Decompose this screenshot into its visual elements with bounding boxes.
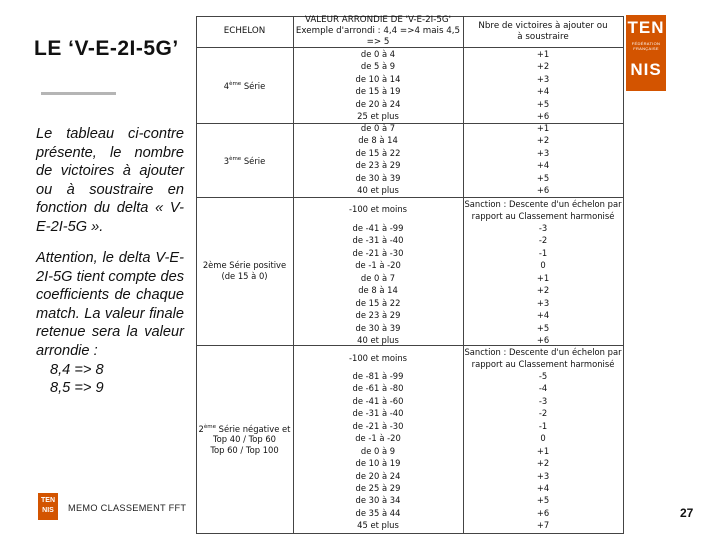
range-cell: de -1 à -20 [355,260,401,271]
value-cell: +4 [536,482,550,493]
header-valeur-line2: Exemple d'arrondi : 4,4 =>4 mais 4,5 => 5 [295,26,461,47]
value-cell: +1 [536,123,550,133]
header-echelon: ECHELON [223,26,266,36]
range-cell: de 10 à 14 [355,73,401,84]
footer-text: MEMO CLASSEMENT FFT [68,503,187,513]
value-cell: 0 [540,260,546,271]
value-cell: +7 [536,520,550,531]
echelon-2pos-line1: 2ème Série positive [202,260,287,270]
value-cell: +6 [536,334,550,345]
value-cell: +5 [536,172,550,183]
range-cell: de 0 à 4 [360,49,396,59]
value-cell: +3 [536,470,550,481]
range-cell: de 25 à 29 [355,482,401,493]
echelon-3eme [196,123,293,197]
value-cell: -3 [538,223,548,233]
value-cell: +4 [536,160,550,171]
echelon-4-rest: Série [241,80,266,91]
intro-paragraph: Le tableau ci-contre présente, le nombre de victoires à ajouter ou à soustraire en fonction du delta « V-E-2I-5G ». [36,126,184,235]
sanction-line2: rapport au Classement harmonisé [471,211,615,222]
range-cell: de 15 à 22 [355,147,401,158]
range-cell: de 8 à 14 [358,285,398,296]
value-cell: +6 [536,185,550,196]
range-cell: de -1 à -20 [355,433,401,444]
range-cell: de -81 à -99 [352,371,404,381]
range-cell: 40 et plus [357,185,399,196]
value-cell: -1 [538,420,548,431]
example-2: 8,5 => 9 [50,380,104,397]
value-cell: +1 [536,49,550,59]
value-cell: +6 [536,111,550,122]
echelon-2neg-num: 2 [198,423,204,434]
echelon-2neg-rest: Série négative et [216,423,291,434]
value-cell: +1 [536,445,550,456]
echelon-3-sup: ème [229,155,242,162]
echelon-4eme [196,47,293,123]
range-cell: de -61 à -80 [352,383,404,394]
echelon-2neg-line3: Top 60 / Top 100 [210,445,279,456]
page-number: 27 [680,506,694,520]
section-2pos-ranges [293,222,463,346]
section-2neg-values [463,370,623,532]
echelon-4-sup: ème [229,80,242,87]
value-cell: +3 [536,297,550,308]
echelon-2neg-line2: Top 40 / Top 60 [212,434,277,445]
echelon-2pos-line2: (de 15 à 0) [221,271,268,281]
range-cell: de 30 à 34 [355,495,401,506]
moins-cell: -100 et moins [348,353,408,363]
section-3-ranges [293,122,463,197]
note-paragraph [36,249,184,398]
value-cell: +4 [536,310,550,321]
range-cell: 45 et plus [357,520,399,531]
echelon-2neg-sup: ème [203,423,217,430]
logo-small-ten: TEN [41,497,55,504]
range-cell: 40 et plus [357,334,399,345]
range-cell: de 0 à 7 [360,272,396,283]
fft-logo [626,15,666,91]
value-cell: +2 [536,285,550,296]
value-cell: -2 [538,235,548,246]
range-cell: de 15 à 22 [355,297,401,308]
fft-logo-small [38,493,58,520]
sanction-line1: Sanction : Descente d'un échelon par [464,347,622,357]
value-cell: +6 [536,507,550,518]
sanction-cell [463,198,623,222]
logo-subtitle: FÉDÉRATION FRANÇAISE [631,41,661,51]
echelon-3-num: 3 [223,155,230,166]
range-cell: de -31 à -40 [352,408,404,419]
value-cell: -4 [538,383,548,394]
value-cell: +2 [536,61,550,72]
range-cell: de 23 à 29 [355,160,401,171]
echelon-4-num: 4 [223,80,230,91]
logo-ten: TEN [627,18,665,37]
section-4-values [463,48,623,123]
value-cell: +4 [536,86,550,97]
value-cell: 0 [540,433,546,444]
victory-table [196,16,624,534]
section-3-values [463,122,623,197]
range-cell: de -41 à -99 [352,223,404,233]
range-cell: de 35 à 44 [355,507,401,518]
value-cell: -2 [538,408,548,419]
value-cell: +1 [536,272,550,283]
value-cell: +3 [536,147,550,158]
table-border-right [623,16,624,534]
range-cell: de 20 à 24 [355,470,401,481]
value-cell: +5 [536,495,550,506]
value-cell: +5 [536,98,550,109]
range-cell: de -41 à -60 [352,395,404,406]
echelon-3-rest: Série [241,155,266,166]
value-cell: +2 [536,135,550,146]
range-cell: de -21 à -30 [352,420,404,431]
table-border-bottom [196,533,624,534]
range-cell: 25 et plus [357,111,399,122]
section-2pos-values [463,222,623,346]
range-cell: de 0 à 7 [360,123,396,133]
sanction-line2: rapport au Classement harmonisé [471,359,615,370]
note-text: Attention, le delta V-E-2I-5G tient compte des coefficients de chaque match. La valeur finale retenue sera la valeur arrondie : [36,250,184,359]
title-underline [41,92,116,95]
sanction-line1: Sanction : Descente d'un échelon par [464,199,622,209]
echelon-2eme-negative [196,345,293,533]
range-cell: de 10 à 19 [355,458,401,469]
value-cell: -3 [538,395,548,406]
range-cell: de 23 à 29 [355,310,401,321]
header-valeur [293,16,463,47]
range-cell: de 20 à 24 [355,98,401,109]
range-cell: de 5 à 9 [360,61,396,72]
example-1: 8,4 => 8 [50,361,104,378]
moins-cell: -100 et moins [348,204,408,214]
logo-nis: NIS [630,60,662,79]
range-cell: de -31 à -40 [352,235,404,246]
value-cell: +2 [536,458,550,469]
range-cell: de 15 à 19 [355,86,401,97]
range-cell: de 0 à 9 [360,445,396,456]
section-4-ranges [293,48,463,123]
logo-small-nis: NIS [42,507,54,514]
value-cell: +3 [536,73,550,84]
section-2neg-ranges [293,370,463,532]
echelon-2eme-positive [196,197,293,345]
header-nbre: Nbre de victoires à ajouter ou à soustraire [478,20,608,42]
range-cell: de 30 à 39 [355,322,401,333]
value-cell: -1 [538,247,548,258]
range-cell: de 8 à 14 [358,135,398,146]
header-valeur-line1: VALEUR ARRONDIE DE 'V-E-2I-5G' [304,15,452,25]
value-cell: +5 [536,322,550,333]
range-cell: de 30 à 39 [355,172,401,183]
page-title: LE ‘V-E-2I-5G’ [34,37,179,60]
sanction-cell [463,346,623,370]
range-cell: de -21 à -30 [352,247,404,258]
value-cell: -5 [538,371,548,381]
